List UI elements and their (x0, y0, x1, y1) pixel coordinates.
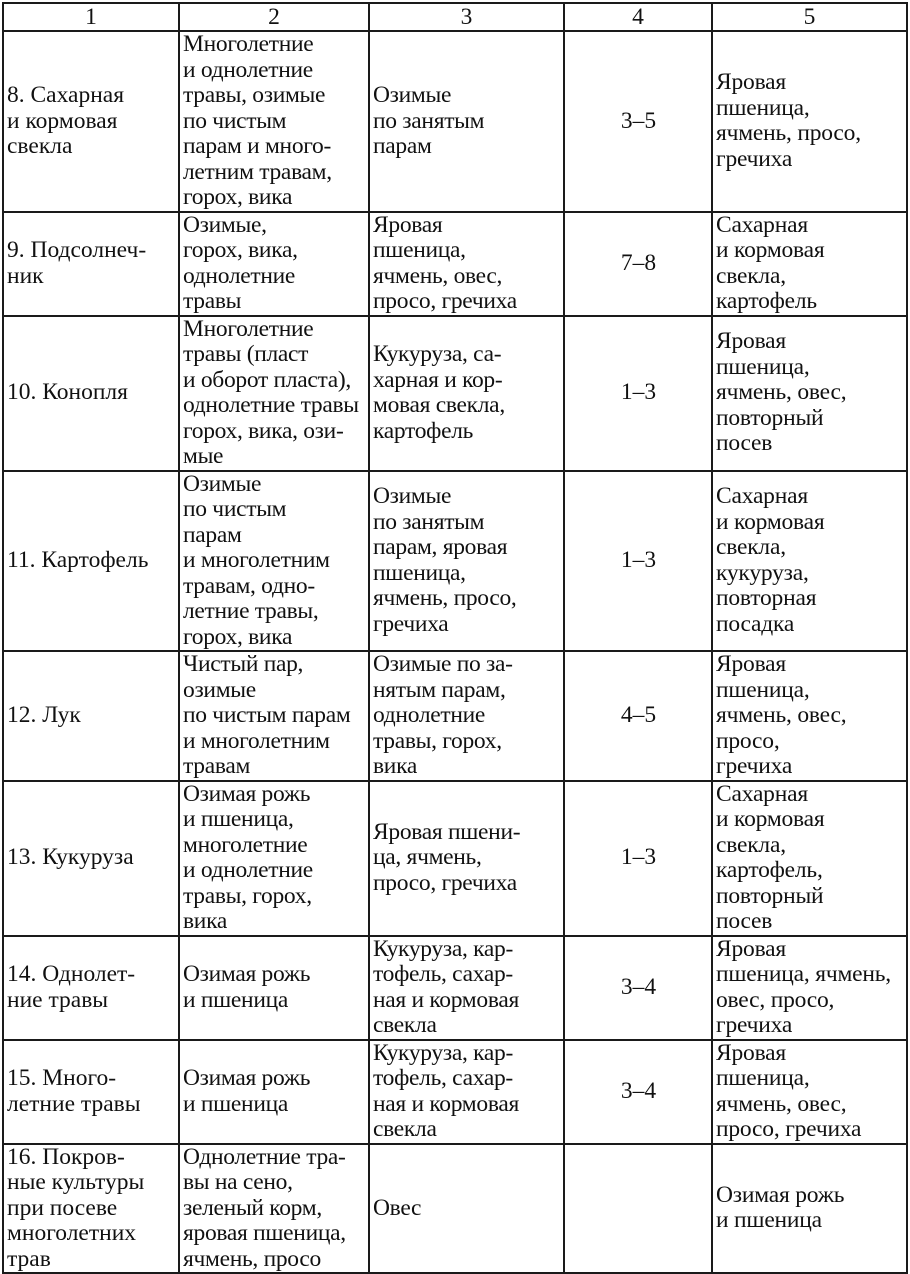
next-crops: Яровая пшеница, ячмень, овес, просо, гречиха (716, 651, 847, 779)
crop-name: 16. Покров- ные культуры при посеве многолетних трав (7, 1143, 145, 1272)
acceptable-predecessors: Кукуруза, са- харная и кор- мовая свекла, картофель (373, 341, 505, 444)
next-crops-cell (712, 316, 907, 471)
return-years-cell (564, 471, 712, 652)
acceptable-predecessors-cell (369, 471, 564, 652)
acceptable-predecessors-cell (369, 651, 564, 781)
next-crops: Сахарная и кормовая свекла, картофель, повторный посев (716, 780, 825, 934)
next-crops-cell (712, 212, 907, 316)
acceptable-predecessors-cell (369, 781, 564, 936)
table-row (3, 1040, 907, 1144)
column-header: 3 (369, 3, 564, 31)
acceptable-predecessors: Яровая пшеница, ячмень, овес, просо, гречиха (373, 211, 517, 314)
best-predecessors-cell (179, 316, 369, 471)
crop-name: 12. Лук (7, 702, 81, 728)
column-header: 4 (564, 3, 712, 31)
best-predecessors-cell (179, 1040, 369, 1144)
crop-cell (3, 651, 179, 781)
crop-cell (3, 1040, 179, 1144)
return-years-cell (564, 212, 712, 316)
table-header (3, 3, 907, 31)
best-predecessors-cell (179, 471, 369, 652)
crop-name: 10. Конопля (7, 379, 128, 406)
crop-cell (3, 1144, 179, 1274)
return-years-cell (564, 1144, 712, 1274)
crop-name: 15. Много- летние травы (7, 1065, 141, 1117)
crop-cell (3, 781, 179, 936)
next-crops-cell (712, 651, 907, 781)
best-predecessors-cell (179, 1144, 369, 1274)
column-header: 5 (712, 3, 907, 31)
crop-rotation-table (2, 2, 908, 1274)
acceptable-predecessors: Овес (373, 1194, 422, 1221)
table-row (3, 651, 907, 781)
best-predecessors: Чистый пар, озимые по чистым парам и многолетним травам (183, 651, 351, 779)
return-years: 7–8 (620, 249, 657, 276)
acceptable-predecessors: Озимые по занятым парам, яровая пшеница, ячмень, просо, гречиха (373, 483, 517, 637)
acceptable-predecessors-cell (369, 936, 564, 1040)
column-header: 2 (179, 3, 369, 31)
crop-cell (3, 936, 179, 1040)
acceptable-predecessors: Кукуруза, кар- тофель, сахар- ная и кормовая свекла (373, 935, 519, 1038)
next-crops: Сахарная и кормовая свекла, картофель (716, 211, 825, 314)
next-crops: Озимая рожь и пшеница (716, 1181, 845, 1234)
crop-cell (3, 31, 179, 212)
best-predecessors: Озимые по чистым парам и многолетним травам, одно- летние травы, горох, вика (183, 470, 330, 650)
acceptable-predecessors-cell (369, 212, 564, 316)
return-years-cell (564, 1040, 712, 1144)
crop-name: 14. Однолет- ние травы (7, 961, 136, 1013)
table-row (3, 212, 907, 316)
best-predecessors-cell (179, 212, 369, 316)
return-years: 4–5 (620, 702, 657, 728)
best-predecessors: Многолетние и однолетние травы, озимые по чистым парам и много- летним травам, горох, вика (183, 31, 332, 210)
table-row (3, 936, 907, 1040)
acceptable-predecessors: Яровая пшени- ца, ячмень, просо, гречиха (373, 818, 521, 896)
return-years-cell (564, 316, 712, 471)
return-years: 3–4 (620, 1077, 657, 1104)
best-predecessors-cell (179, 651, 369, 781)
table-row (3, 781, 907, 936)
next-crops-cell (712, 31, 907, 212)
return-years-cell (564, 781, 712, 936)
next-crops: Яровая пшеница, ячмень, овес, повторный посев (716, 328, 847, 457)
acceptable-predecessors-cell (369, 1144, 564, 1274)
best-predecessors-cell (179, 781, 369, 936)
crop-cell (3, 471, 179, 652)
table-row (3, 31, 907, 212)
best-predecessors: Озимая рожь и пшеница (183, 1065, 311, 1117)
acceptable-predecessors: Озимые по за- нятым парам, однолетние травы, горох, вика (373, 651, 513, 779)
return-years: 3–4 (620, 973, 657, 1000)
return-years-cell (564, 651, 712, 781)
next-crops: Яровая пшеница, ячмень, просо, гречиха (716, 69, 861, 172)
best-predecessors: Озимая рожь и пшеница, многолетние и однолетние травы, горох, вика (183, 780, 313, 934)
table-row (3, 1144, 907, 1274)
crop-name: 8. Сахарная и кормовая свекла (7, 82, 125, 159)
next-crops-cell (712, 781, 907, 936)
return-years: 3–5 (620, 107, 657, 134)
crop-name: 11. Картофель (7, 547, 149, 573)
best-predecessors-cell (179, 936, 369, 1040)
next-crops: Сахарная и кормовая свекла, кукуруза, повторная посадка (716, 483, 825, 637)
best-predecessors: Озимые, горох, вика, однолетние травы (183, 211, 298, 314)
return-years-cell (564, 936, 712, 1040)
crop-cell (3, 316, 179, 471)
acceptable-predecessors: Озимые по занятым парам (373, 82, 485, 159)
return-years-cell (564, 31, 712, 212)
crop-cell (3, 212, 179, 316)
best-predecessors-cell (179, 31, 369, 212)
crop-name: 13. Кукуруза (7, 844, 134, 871)
table-row (3, 316, 907, 471)
column-header: 1 (3, 3, 179, 31)
best-predecessors: Многолетние травы (пласт и оборот пласта), однолетние травы горох, вика, ози- мые (183, 315, 359, 469)
header-row (3, 3, 907, 31)
return-years: 1–3 (620, 547, 657, 573)
crop-name: 9. Подсолнеч- ник (7, 237, 147, 289)
acceptable-predecessors-cell (369, 316, 564, 471)
next-crops: Яровая пшеница, ячмень, овес, просо, гречиха (716, 1039, 862, 1142)
next-crops: Яровая пшеница, ячмень, овес, просо, гречиха (716, 935, 891, 1038)
next-crops-cell (712, 1144, 907, 1274)
best-predecessors: Однолетние тра- вы на сено, зеленый корм, яровая пшеница, ячмень, просо (183, 1143, 346, 1272)
acceptable-predecessors: Кукуруза, кар- тофель, сахар- ная и кормовая свекла (373, 1039, 519, 1142)
next-crops-cell (712, 1040, 907, 1144)
return-years: 1–3 (620, 844, 657, 871)
table-body (3, 31, 907, 1273)
return-years: 1–3 (620, 379, 657, 406)
table-row (3, 471, 907, 652)
acceptable-predecessors-cell (369, 31, 564, 212)
next-crops-cell (712, 936, 907, 1040)
best-predecessors: Озимая рожь и пшеница (183, 961, 311, 1013)
next-crops-cell (712, 471, 907, 652)
acceptable-predecessors-cell (369, 1040, 564, 1144)
